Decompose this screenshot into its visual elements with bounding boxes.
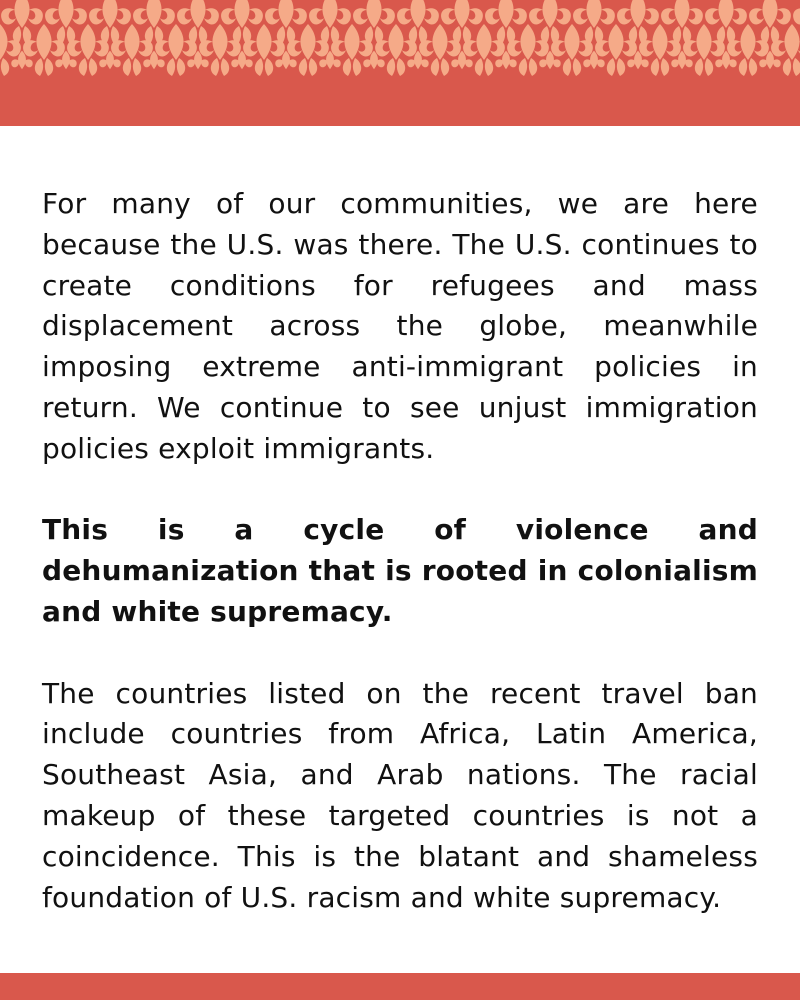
- paragraph-intro: For many of our communities, we are here because the U.S. was there. The U.S. continues to create conditions for refugees and mass displacement across the globe, meanwhile imposing extreme anti-immigrant policies in return. We continue to see unjust immigration policies exploit immigrants.: [42, 187, 758, 465]
- top-banner: [0, 0, 800, 126]
- paragraph-travel-ban: The countries listed on the recent travel ban include countries from Africa, Latin America, Southeast Asia, and Arab nations. The racial makeup of these targeted countries is not a coincidence. This is the blatant and shameless foundation of U.S. racism and white supremacy.: [42, 676, 758, 914]
- paragraph-emphasis: This is a cycle of violence and dehumanization that is rooted in colonialism and white supremacy.: [42, 513, 758, 628]
- body-text: [42, 184, 758, 918]
- floral-lace-pattern-icon: [0, 0, 800, 126]
- bottom-bar: [0, 973, 800, 1000]
